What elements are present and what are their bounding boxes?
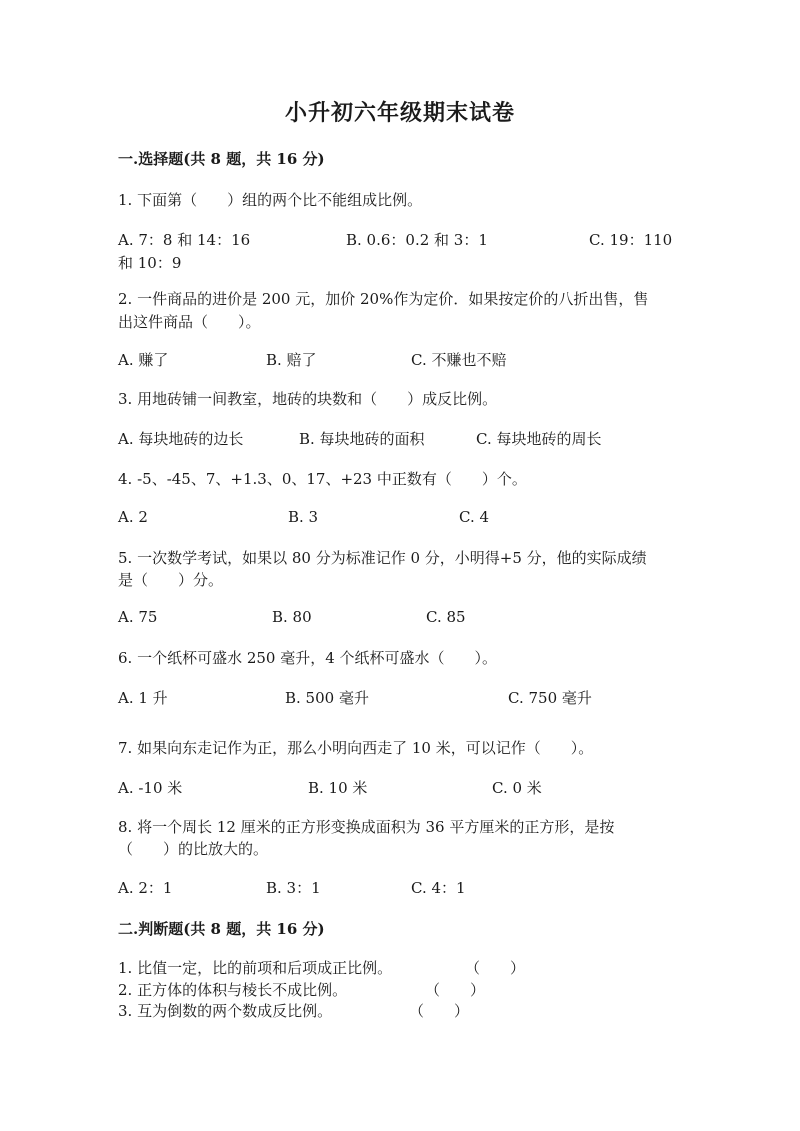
question-7-option-c: C. 0 米 — [492, 779, 542, 797]
judge-item-2-text: 2. 正方体的体积与棱长不成比例。 — [118, 981, 348, 999]
question-1-option-c: C. 19：110 — [589, 231, 673, 249]
question-8-text-line1: 8. 将一个周长 12 厘米的正方形变换成面积为 36 平方厘米的正方形，是按 — [118, 818, 615, 836]
question-7-option-a: A. -10 米 — [118, 779, 183, 797]
question-3-option-b: B. 每块地砖的面积 — [299, 430, 425, 448]
question-8-option-c: C. 4：1 — [411, 879, 466, 897]
question-5-option-a: A. 75 — [118, 608, 158, 626]
question-8-option-b: B. 3：1 — [266, 879, 321, 897]
question-2-option-a: A. 赚了 — [118, 351, 169, 369]
judge-item-3-answer-bracket: （ ） — [409, 1002, 470, 1020]
question-3-option-c: C. 每块地砖的周长 — [476, 430, 602, 448]
section-heading-judge: 二.判断题(共 8 题，共 16 分) — [118, 920, 325, 938]
question-4-option-a: A. 2 — [118, 508, 148, 526]
question-7-option-b: B. 10 米 — [308, 779, 368, 797]
judge-item-1-answer-bracket: （ ） — [465, 959, 526, 977]
question-2-text-line2: 出这件商品（ ）。 — [118, 313, 261, 331]
question-6-option-b: B. 500 毫升 — [285, 689, 369, 707]
question-6-option-a: A. 1 升 — [118, 689, 168, 707]
question-4-option-b: B. 3 — [288, 508, 319, 526]
question-3-text: 3. 用地砖铺一间教室，地砖的块数和（ ）成反比例。 — [118, 390, 498, 408]
question-6-option-c: C. 750 毫升 — [508, 689, 592, 707]
page-title: 小升初六年级期末试卷 — [284, 100, 515, 126]
question-5-text-line1: 5. 一次数学考试，如果以 80 分为标准记作 0 分，小明得+5 分，他的实际成绩 — [118, 549, 647, 567]
judge-item-3-text: 3. 互为倒数的两个数成反比例。 — [118, 1002, 333, 1020]
question-5-option-c: C. 85 — [426, 608, 466, 626]
section-heading-choice: 一.选择题(共 8 题，共 16 分) — [118, 150, 325, 168]
question-5-text-line2: 是（ ）分。 — [118, 571, 224, 589]
question-2-option-b: B. 赔了 — [266, 351, 317, 369]
question-3-option-a: A. 每块地砖的边长 — [118, 430, 244, 448]
question-2-option-c: C. 不赚也不赔 — [411, 351, 507, 369]
judge-item-2-answer-bracket: （ ） — [425, 981, 486, 999]
question-1-option-b: B. 0.6：0.2 和 3：1 — [346, 231, 488, 249]
question-1-option-a: A. 7：8 和 14：16 — [118, 231, 251, 249]
question-7-text: 7. 如果向东走记作为正，那么小明向西走了 10 米，可以记作（ ）。 — [118, 739, 594, 757]
question-4-text: 4. -5、-45、7、+1.3、0、17、+23 中正数有（ ）个。 — [118, 470, 527, 488]
question-4-option-c: C. 4 — [459, 508, 490, 526]
question-1-option-c-continued: 和 10：9 — [118, 254, 182, 272]
question-5-option-b: B. 80 — [272, 608, 312, 626]
judge-item-1-text: 1. 比值一定，比的前项和后项成正比例。 — [118, 959, 393, 977]
question-2-text-line1: 2. 一件商品的进价是 200 元，加价 20%作为定价．如果按定价的八折出售，售 — [118, 290, 649, 308]
question-8-text-line2: （ ）的比放大的。 — [118, 840, 269, 858]
question-8-option-a: A. 2：1 — [118, 879, 173, 897]
question-1-text: 1. 下面第（ ）组的两个比不能组成比例。 — [118, 191, 423, 209]
question-6-text: 6. 一个纸杯可盛水 250 毫升，4 个纸杯可盛水（ ）。 — [118, 649, 498, 667]
